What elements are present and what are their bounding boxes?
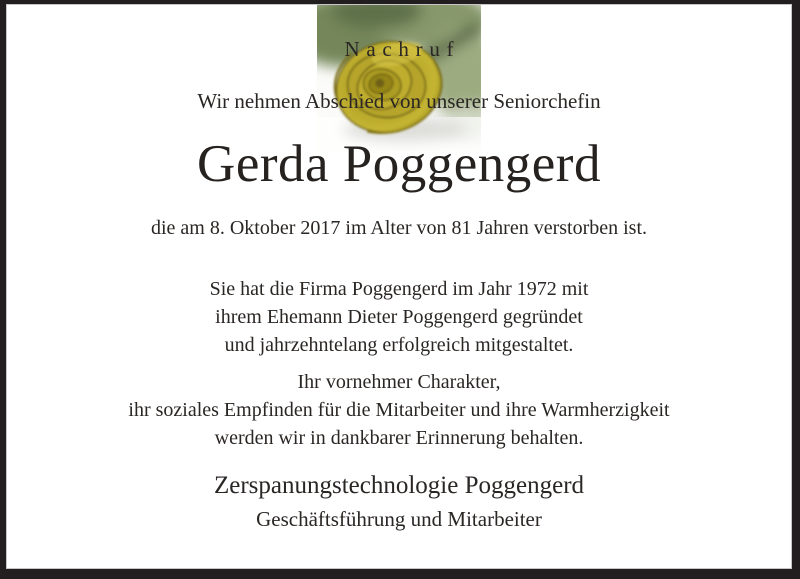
paragraph-line: werden wir in dankbarer Erinnerung behalten. (214, 427, 584, 449)
signature-company: Zerspanungstechnologie Poggengerd (213, 472, 585, 499)
founding-paragraph (7, 275, 791, 359)
intro-line: Wir nehmen Abschied von unserer Seniorchefin (197, 89, 601, 113)
rose-photo (7, 5, 791, 153)
paragraph-line: ihrem Ehemann Dieter Poggengerd gegründet (215, 306, 583, 328)
paragraph-line: Ihr vornehmer Charakter, (297, 371, 501, 393)
paragraph-line: und jahrzehntelang erfolgreich mitgestaltet. (224, 334, 574, 356)
nachruf-heading: Nachruf (344, 37, 461, 61)
paragraph-line: ihr soziales Empfinden für die Mitarbeiter und ihre Warmherzigkeit (128, 399, 670, 421)
deceased-name: Gerda Poggengerd (197, 135, 601, 193)
signature-people: Geschäftsführung und Mitarbeiter (256, 507, 542, 531)
tribute-paragraph (7, 368, 791, 452)
paragraph-line: Sie hat die Firma Poggengerd im Jahr 1972 mit (209, 278, 589, 300)
obituary-page (6, 4, 792, 569)
yellow-rose-icon (317, 5, 481, 153)
death-date-line: die am 8. Oktober 2017 im Alter von 81 Jahren verstorben ist. (150, 217, 647, 239)
